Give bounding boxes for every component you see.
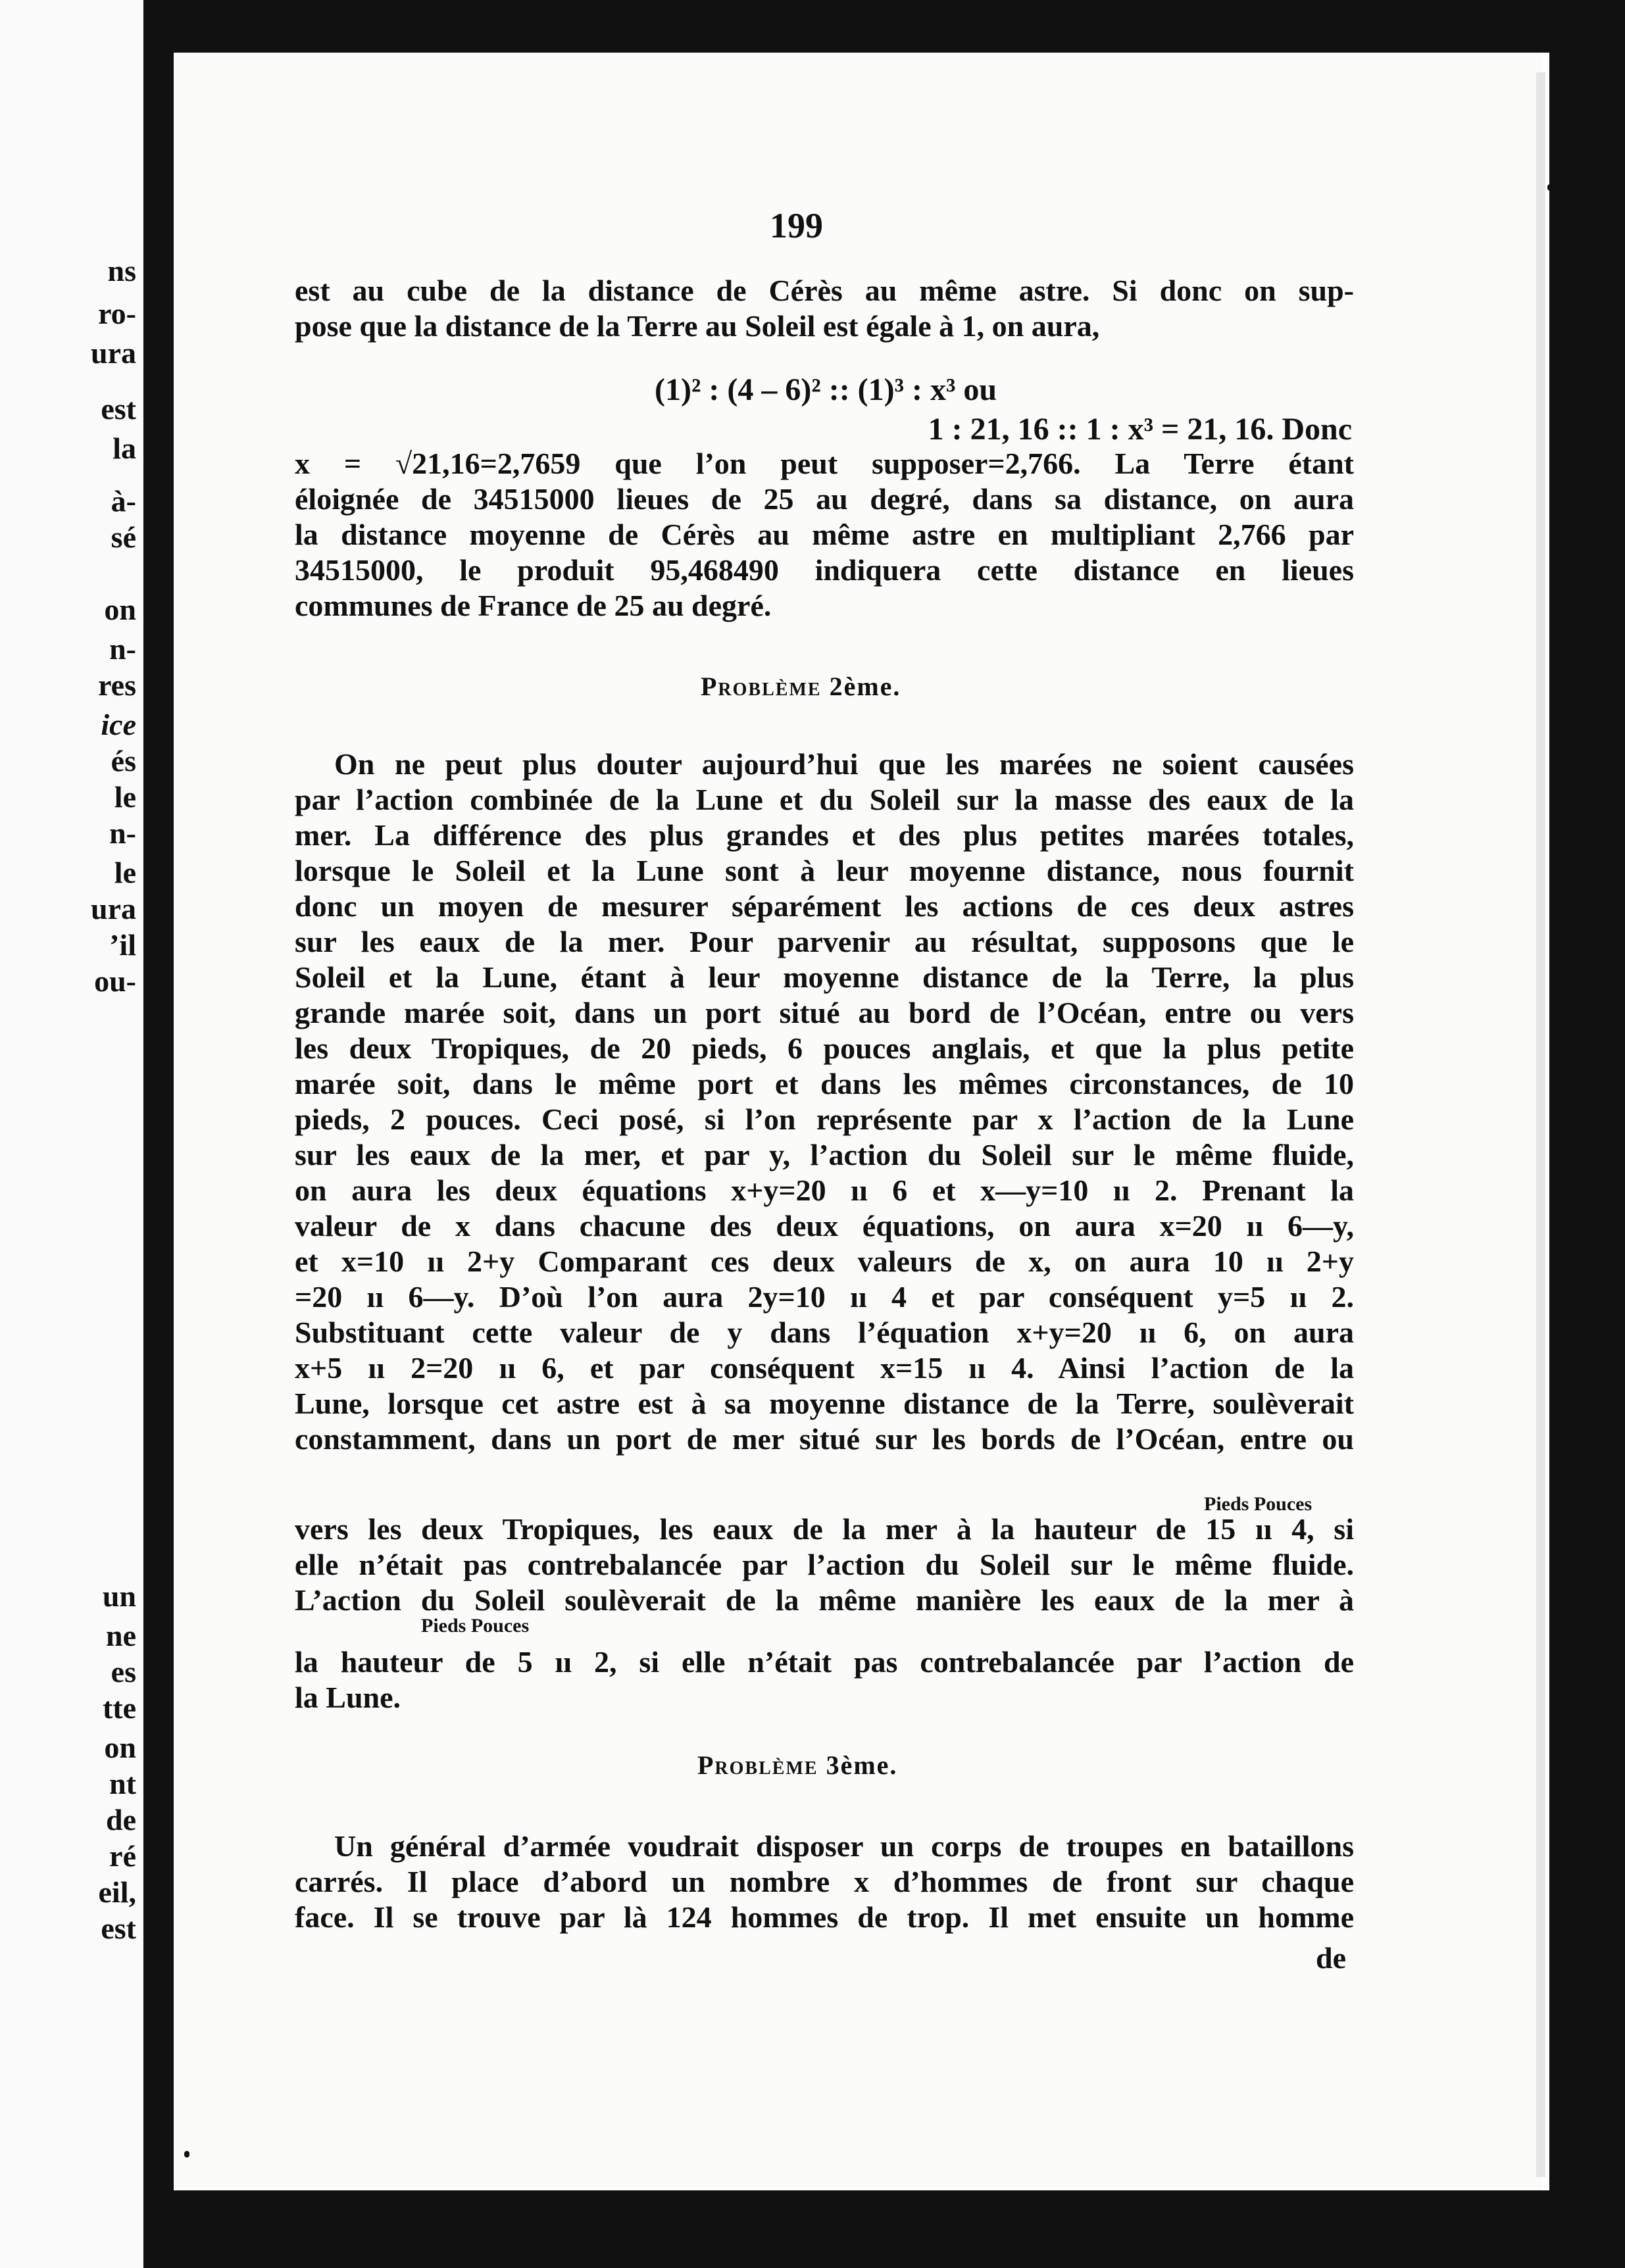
prev-fragment: est xyxy=(101,392,136,426)
text-line: constamment, dans un port de mer situé sur les bords de l’Océan, entre ou xyxy=(295,1422,1354,1456)
text-line: la hauteur de 5 ıı 2, si elle n’était pas contrebalancée par l’action de xyxy=(295,1645,1354,1679)
text-line: carrés. Il place d’abord un nombre x d’hommes de front sur chaque xyxy=(295,1865,1354,1898)
text-line: x+5 ıı 2=20 ıı 6, et par conséquent x=15 ıı 4. Ainsi l’action de la xyxy=(295,1351,1354,1385)
prev-fragment: ’il xyxy=(109,928,136,962)
paragraph-tides xyxy=(295,747,1354,1457)
text-line: 34515000, le produit 95,468490 indiquera cette distance en lieues xyxy=(295,553,1354,587)
prev-fragment: le xyxy=(114,856,136,889)
units-label: Pieds Pouces xyxy=(421,1615,530,1637)
prev-fragment: ns xyxy=(107,254,136,287)
prev-fragment: ou- xyxy=(94,964,136,998)
problem-number: 2ème. xyxy=(829,672,901,701)
problem-number: 3ème. xyxy=(826,1750,898,1780)
text-line: les deux Tropiques, de 20 pieds, 6 pouces anglais, et que la plus petite xyxy=(295,1031,1354,1065)
paragraph-tides-end xyxy=(295,1644,1354,1715)
prev-fragment: est xyxy=(101,1911,136,1945)
previous-page-text xyxy=(0,0,141,2268)
units-label: Pieds Pouces xyxy=(1204,1493,1312,1515)
page-number: 199 xyxy=(770,206,823,245)
text-line: la distance moyenne de Cérès au même astre en multipliant 2,766 par xyxy=(295,518,1354,551)
formula-proportion: (1)² : (4 – 6)² :: (1)³ : x³ ou xyxy=(655,372,997,407)
prev-fragment: sé xyxy=(111,520,136,554)
text-line: face. Il se trouve par là 124 hommes de trop. Il met ensuite un homme xyxy=(295,1900,1354,1934)
text-line: par l’action combinée de la Lune et du Soleil sur la masse des eaux de la xyxy=(295,783,1354,816)
prev-fragment: nt xyxy=(109,1767,136,1800)
text-line: On ne peut plus douter aujourd’hui que les marées ne soient causées xyxy=(334,747,1354,781)
scan-border-bottom xyxy=(143,2190,1625,2268)
scan-border-right xyxy=(1549,0,1625,2268)
prev-fragment: tte xyxy=(102,1691,136,1725)
page-edge xyxy=(1536,72,1545,2177)
text-line: éloignée de 34515000 lieues de 25 au degré, dans sa distance, on aura xyxy=(295,482,1354,516)
text-line: Substituant cette valeur de y dans l’équation x+y=20 ıı 6, on aura xyxy=(295,1316,1354,1349)
text-line: communes de France de 25 au degré. xyxy=(295,589,772,622)
text-line: vers les deux Tropiques, les eaux de la mer à la hauteur de 15 ıı 4, si xyxy=(295,1512,1354,1546)
problem-word: Problème xyxy=(701,672,822,701)
text-line: Un général d’armée voudrait disposer un corps de troupes en bataillons xyxy=(334,1829,1354,1863)
problem-2-heading xyxy=(701,671,901,702)
paragraph-army xyxy=(295,1829,1354,1935)
scan-speck xyxy=(1547,184,1553,191)
prev-fragment: n- xyxy=(109,816,136,850)
prev-fragment: ne xyxy=(106,1619,136,1652)
text-line: pose que la distance de la Terre au Soleil est égale à 1, on aura, xyxy=(295,309,1100,343)
paragraph-ceres xyxy=(295,273,1354,344)
prev-fragment: un xyxy=(102,1579,136,1613)
text-line: mer. La différence des plus grandes et des plus petites marées totales, xyxy=(295,818,1354,852)
paragraph-tides-cont xyxy=(295,1512,1354,1618)
prev-fragment: de xyxy=(106,1803,136,1837)
formula-cube: 1 : 21, 16 :: 1 : x³ = 21, 16. Donc xyxy=(928,412,1352,447)
paragraph-ceres-cont xyxy=(295,446,1354,624)
text-line: est au cube de la distance de Cérès au même astre. Si donc on sup- xyxy=(295,274,1354,307)
text-line: sur les eaux de la mer, et par y, l’action du Soleil sur le même fluide, xyxy=(295,1138,1354,1171)
text-line: on aura les deux équations x+y=20 ıı 6 et x—y=10 ıı 2. Prenant la xyxy=(295,1173,1354,1207)
text-line: pieds, 2 pouces. Ceci posé, si l’on représente par x l’action de la Lune xyxy=(295,1102,1354,1136)
prev-fragment: ré xyxy=(109,1839,136,1873)
text-line: =20 ıı 6—y. D’où l’on aura 2y=10 ıı 4 et par conséquent y=5 ıı 2. xyxy=(295,1280,1354,1314)
prev-fragment: on xyxy=(104,593,136,626)
scan-border-top xyxy=(143,0,1625,53)
book-gutter xyxy=(143,0,174,2268)
prev-fragment: le xyxy=(114,780,136,814)
text-line: elle n’était pas contrebalancée par l’action du Soleil sur le même fluide. xyxy=(295,1548,1354,1581)
text-line: Soleil et la Lune, étant à leur moyenne distance de la Terre, la plus xyxy=(295,960,1354,994)
text-line: valeur de x dans chacune des deux équations, on aura x=20 ıı 6—y, xyxy=(295,1209,1354,1243)
catchword: de xyxy=(1316,1941,1346,1975)
text-line: marée soit, dans le même port et dans les mêmes circonstances, de 10 xyxy=(295,1067,1354,1100)
text-line: et x=10 ıı 2+y Comparant ces deux valeurs de x, on aura 10 ıı 2+y xyxy=(295,1245,1354,1278)
text-line: x = √21,16=2,7659 que l’on peut supposer=2,766. La Terre étant xyxy=(295,447,1354,480)
prev-fragment: res xyxy=(98,668,136,702)
prev-fragment: ura xyxy=(91,892,136,925)
text-line: donc un moyen de mesurer séparément les actions de ces deux astres xyxy=(295,889,1354,923)
text-line: grande marée soit, dans un port situé au bord de l’Océan, entre ou vers xyxy=(295,996,1354,1029)
prev-fragment: ura xyxy=(91,336,136,370)
text-line: lorsque le Soleil et la Lune sont à leur moyenne distance, nous fournit xyxy=(295,854,1354,887)
text-line: sur les eaux de la mer. Pour parvenir au résultat, supposons que le xyxy=(295,925,1354,958)
prev-fragment: à- xyxy=(111,484,136,518)
text-line: L’action du Soleil soulèverait de la même manière les eaux de la mer à xyxy=(295,1583,1354,1617)
problem-3-heading xyxy=(697,1750,897,1781)
scan-speck xyxy=(184,2151,189,2157)
prev-fragment: n- xyxy=(109,632,136,666)
prev-fragment: eil, xyxy=(98,1875,136,1909)
prev-fragment: on xyxy=(104,1731,136,1764)
prev-fragment: la xyxy=(113,431,136,465)
prev-fragment: es xyxy=(111,1655,136,1689)
text-line: Lune, lorsque cet astre est à sa moyenne distance de la Terre, soulèverait xyxy=(295,1387,1354,1420)
prev-fragment: és xyxy=(111,744,136,777)
prev-fragment: ice xyxy=(101,708,136,741)
prev-fragment: ro- xyxy=(98,297,136,330)
problem-word: Problème xyxy=(697,1750,818,1780)
text-line: la Lune. xyxy=(295,1681,401,1714)
